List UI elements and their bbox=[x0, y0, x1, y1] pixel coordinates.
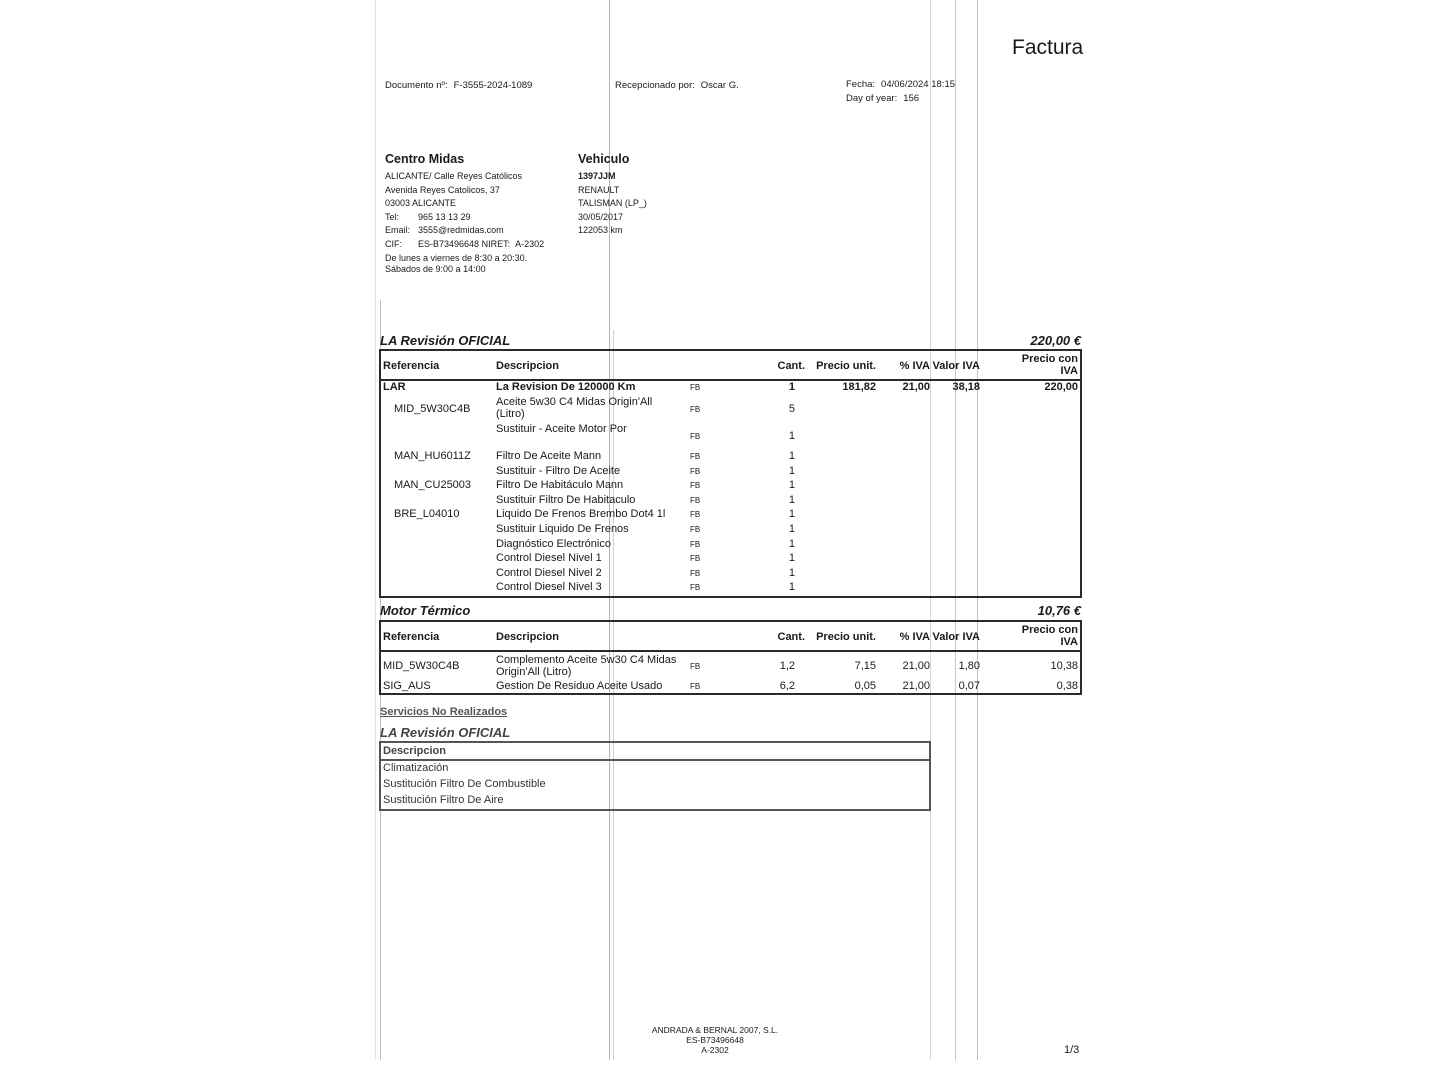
col-quantity: Cant. bbox=[777, 631, 805, 643]
shop-address bbox=[385, 170, 544, 275]
row-fb-code: FB bbox=[690, 383, 701, 392]
row-description: Sustituir - Aceite Motor Por bbox=[496, 423, 627, 435]
row-description: Gestion De Residuo Aceite Usado bbox=[496, 680, 663, 692]
row-quantity: 1 bbox=[788, 523, 795, 535]
row-description: Filtro De Aceite Mann bbox=[496, 450, 602, 462]
row-description: Control Diesel Nivel 3 bbox=[496, 581, 602, 593]
row-reference: MAN_CU25003 bbox=[394, 479, 472, 491]
vehicle-details bbox=[578, 170, 647, 238]
footer-company-niret: A-2302 bbox=[701, 1045, 729, 1055]
shop-email-value: 3555@redmidas.com bbox=[418, 225, 504, 236]
not-done-group-title: LA Revisión OFICIAL bbox=[380, 725, 511, 740]
row-fb-code: FB bbox=[690, 525, 701, 534]
document-title: Factura bbox=[1012, 36, 1084, 59]
row-quantity: 1,2 bbox=[779, 660, 795, 672]
footer-company bbox=[640, 1025, 790, 1055]
row-fb-code: FB bbox=[690, 540, 701, 549]
row-description: La Revision De 120000 Km bbox=[496, 381, 636, 393]
row-description: Sustituir - Filtro De Aceite bbox=[496, 465, 621, 477]
shop-email bbox=[385, 224, 544, 238]
row-description: Control Diesel Nivel 1 bbox=[496, 552, 602, 564]
col-vat-value: Valor IVA bbox=[932, 631, 980, 643]
day-of-year-value: 156 bbox=[903, 93, 920, 104]
shop-address-line: ALICANTE/ Calle Reyes Católicos bbox=[385, 171, 523, 181]
col-reference: Referencia bbox=[383, 360, 440, 372]
invoice-date bbox=[846, 79, 955, 90]
received-by-value: Oscar G. bbox=[700, 80, 739, 91]
row-vat-value: 38,18 bbox=[952, 381, 980, 393]
document-number-label: Documento nº: bbox=[385, 80, 448, 91]
shop-phone bbox=[385, 211, 544, 225]
col-unit-price: Precio unit. bbox=[816, 360, 876, 372]
group-total: 220,00 € bbox=[1030, 333, 1081, 348]
scan-line bbox=[375, 0, 376, 1060]
row-vat-percent: 21,00 bbox=[902, 680, 930, 692]
row-vat-value: 0,07 bbox=[958, 680, 980, 692]
row-description-cont: Origin'All (Litro) bbox=[496, 666, 572, 678]
shop-hours: Sábados de 9:00 a 14:00 bbox=[385, 263, 486, 274]
col-description: Descripcion bbox=[383, 745, 446, 757]
vehicle-mileage: 122053 km bbox=[578, 225, 623, 236]
row-quantity: 1 bbox=[788, 567, 795, 579]
shop-address-line: 03003 ALICANTE bbox=[385, 198, 457, 209]
row-fb-code: FB bbox=[690, 481, 701, 490]
col-price-with-vat bbox=[1022, 353, 1078, 377]
list-item: Climatización bbox=[383, 762, 449, 774]
col-unit-price: Precio unit. bbox=[816, 631, 876, 643]
row-quantity: 5 bbox=[788, 403, 795, 415]
vehicle-registration-date: 30/05/2017 bbox=[578, 211, 624, 222]
row-reference: MID_5W30C4B bbox=[383, 660, 460, 672]
row-quantity: 1 bbox=[788, 552, 795, 564]
row-description: Sustituir Filtro De Habitaculo bbox=[496, 494, 636, 506]
shop-phone-value: 965 13 13 29 bbox=[418, 211, 471, 222]
col-price-with-vat-line1: Precio con bbox=[1021, 624, 1078, 636]
row-fb-code: FB bbox=[690, 467, 701, 476]
shop-cif-label: CIF: bbox=[385, 238, 402, 249]
received-by-label: Recepcionado por: bbox=[615, 80, 695, 91]
shop-cif bbox=[385, 238, 544, 252]
row-vat-percent: 21,00 bbox=[902, 660, 930, 672]
row-fb-code: FB bbox=[690, 583, 701, 592]
table-header bbox=[381, 351, 1080, 381]
row-description: Sustituir Liquido De Frenos bbox=[496, 523, 629, 535]
footer-company-cif: ES-B73496648 bbox=[686, 1035, 744, 1045]
row-quantity: 6,2 bbox=[779, 680, 795, 692]
row-reference: MID_5W30C4B bbox=[394, 403, 471, 415]
vehicle-plate: 1397JJM bbox=[578, 171, 616, 181]
row-quantity: 1 bbox=[788, 494, 795, 506]
document-number-value: F-3555-2024-1089 bbox=[453, 80, 533, 91]
col-price-with-vat-line1: Precio con bbox=[1021, 353, 1078, 365]
row-quantity: 1 bbox=[788, 508, 795, 520]
col-description: Descripcion bbox=[496, 631, 559, 643]
col-price-with-vat-line2: IVA bbox=[1060, 636, 1078, 648]
row-fb-code: FB bbox=[690, 432, 701, 441]
row-description: Liquido De Frenos Brembo Dot4 1l bbox=[496, 508, 666, 520]
row-description: Control Diesel Nivel 2 bbox=[496, 567, 602, 579]
items-table bbox=[379, 620, 1082, 695]
row-fb-code: FB bbox=[690, 496, 701, 505]
row-quantity: 1 bbox=[788, 465, 795, 477]
row-description: Diagnóstico Electrónico bbox=[496, 538, 611, 550]
invoice-date-value: 04/06/2024 18:15 bbox=[881, 79, 956, 90]
row-quantity: 1 bbox=[788, 581, 795, 593]
row-quantity: 1 bbox=[788, 538, 795, 550]
row-quantity: 1 bbox=[788, 430, 795, 442]
row-reference: LAR bbox=[383, 381, 406, 393]
row-fb-code: FB bbox=[690, 510, 701, 519]
row-fb-code: FB bbox=[690, 569, 701, 578]
shop-phone-label: Tel: bbox=[385, 211, 400, 222]
shop-niret-value: A-2302 bbox=[515, 238, 545, 249]
row-fb-code: FB bbox=[690, 682, 701, 691]
shop-address-line: Avenida Reyes Catolicos, 37 bbox=[385, 184, 500, 195]
col-price-with-vat-line2: IVA bbox=[1060, 365, 1078, 377]
row-unit-price: 181,82 bbox=[842, 381, 876, 393]
vehicle-make: RENAULT bbox=[578, 184, 620, 195]
col-vat-percent: % IVA bbox=[899, 631, 930, 643]
vehicle-title: Vehiculo bbox=[578, 152, 630, 166]
table-header bbox=[381, 622, 1080, 652]
row-fb-code: FB bbox=[690, 554, 701, 563]
row-description: Complemento Aceite 5w30 C4 Midas bbox=[496, 654, 677, 666]
items-table bbox=[379, 349, 1082, 598]
shop-email-label: Email: bbox=[385, 225, 411, 236]
col-quantity: Cant. bbox=[777, 360, 805, 372]
invoice-date-label: Fecha: bbox=[846, 79, 876, 90]
row-price-with-vat: 0,38 bbox=[1056, 680, 1078, 692]
vehicle-model: TALISMAN (LP_) bbox=[578, 198, 647, 209]
footer-company-name: ANDRADA & BERNAL 2007, S.L. bbox=[651, 1025, 779, 1035]
row-quantity: 1 bbox=[788, 381, 795, 393]
row-unit-price: 0,05 bbox=[854, 680, 876, 692]
col-vat-percent: % IVA bbox=[899, 360, 930, 372]
shop-cif-value: ES-B73496648 bbox=[418, 238, 480, 249]
row-price-with-vat: 10,38 bbox=[1050, 660, 1078, 672]
not-done-table bbox=[379, 741, 931, 811]
col-reference: Referencia bbox=[383, 631, 440, 643]
row-quantity: 1 bbox=[788, 450, 795, 462]
group-total: 10,76 € bbox=[1037, 603, 1081, 618]
group-title: LA Revisión OFICIAL bbox=[380, 333, 511, 348]
shop-hours: De lunes a viernes de 8:30 a 20:30. bbox=[385, 252, 528, 263]
list-item: Sustitución Filtro De Combustible bbox=[383, 778, 546, 790]
row-fb-code: FB bbox=[690, 405, 701, 414]
list-item: Sustitución Filtro De Aire bbox=[383, 794, 504, 806]
row-price-with-vat: 220,00 bbox=[1044, 381, 1078, 393]
col-price-with-vat bbox=[1022, 624, 1078, 648]
col-description: Descripcion bbox=[496, 360, 559, 372]
row-description-cont: (Litro) bbox=[496, 408, 525, 420]
day-of-year-label: Day of year: bbox=[846, 93, 898, 104]
row-description: Aceite 5w30 C4 Midas Origin'All bbox=[496, 396, 653, 408]
row-reference: SIG_AUS bbox=[383, 680, 431, 692]
page-number: 1/3 bbox=[1064, 1044, 1080, 1056]
row-vat-value: 1,80 bbox=[958, 660, 980, 672]
row-reference: BRE_L04010 bbox=[394, 508, 460, 520]
row-description: Filtro De Habitáculo Mann bbox=[496, 479, 624, 491]
received-by bbox=[615, 80, 739, 91]
row-vat-percent: 21,00 bbox=[902, 381, 930, 393]
col-vat-value: Valor IVA bbox=[932, 360, 980, 372]
document-number bbox=[385, 80, 532, 91]
row-fb-code: FB bbox=[690, 452, 701, 461]
row-unit-price: 7,15 bbox=[854, 660, 876, 672]
shop-niret-label: NIRET: bbox=[481, 238, 511, 249]
row-quantity: 1 bbox=[788, 479, 795, 491]
shop-name: Centro Midas bbox=[385, 152, 465, 166]
row-reference: MAN_HU6011Z bbox=[394, 450, 471, 462]
not-done-table-header bbox=[381, 743, 929, 761]
row-fb-code: FB bbox=[690, 662, 701, 671]
not-done-heading: Servicios No Realizados bbox=[380, 706, 508, 718]
day-of-year bbox=[846, 93, 919, 104]
group-title: Motor Térmico bbox=[380, 603, 471, 618]
